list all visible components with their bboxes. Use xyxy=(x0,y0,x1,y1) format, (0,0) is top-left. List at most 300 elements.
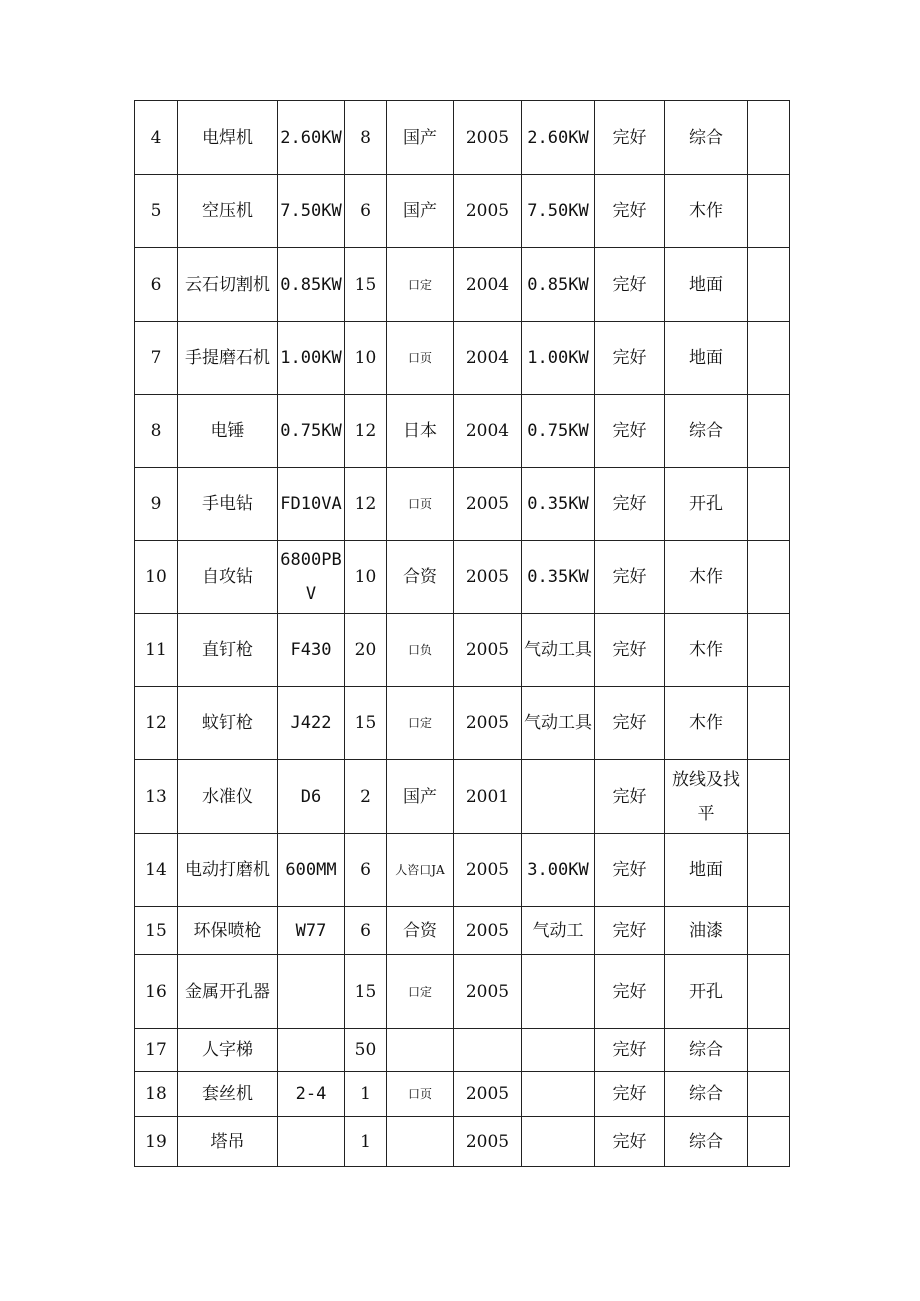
remark-cell xyxy=(748,175,790,248)
model-spec-cell-text: D6 xyxy=(300,786,322,807)
remark-cell xyxy=(748,101,790,175)
row-number-cell xyxy=(135,322,178,395)
year-cell xyxy=(454,248,522,322)
origin-cell xyxy=(387,907,454,955)
year-cell xyxy=(454,322,522,395)
row-number-cell-text: 19 xyxy=(145,1131,167,1152)
table-row xyxy=(135,614,790,687)
table-row xyxy=(135,101,790,175)
equipment-name-cell-text: 蚊钉枪 xyxy=(202,713,253,733)
table-row xyxy=(135,322,790,395)
row-number-cell-text: 5 xyxy=(150,201,162,221)
table-row xyxy=(135,955,790,1029)
usage-cell xyxy=(665,101,748,175)
power-cell xyxy=(522,907,595,955)
remark-cell xyxy=(748,322,790,395)
equipment-name-cell-text: 手提磨石机 xyxy=(185,348,270,368)
year-cell xyxy=(454,907,522,955)
quantity-cell xyxy=(345,395,387,468)
origin-cell xyxy=(387,468,454,541)
origin-cell xyxy=(387,955,454,1029)
table-row xyxy=(135,834,790,907)
equipment-name-cell-text: 自攻钻 xyxy=(202,567,253,587)
quantity-cell xyxy=(345,834,387,907)
equipment-name-cell-text: 云石切割机 xyxy=(185,274,270,295)
year-cell-text: 2001 xyxy=(465,786,510,807)
remark-cell xyxy=(748,468,790,541)
year-cell xyxy=(454,101,522,175)
status-cell xyxy=(595,322,665,395)
row-number-cell-text: 16 xyxy=(145,981,167,1002)
power-cell xyxy=(522,687,595,760)
power-cell xyxy=(522,175,595,248)
quantity-cell-text: 20 xyxy=(354,640,377,660)
year-cell-text: 2004 xyxy=(465,348,510,368)
quantity-cell-text: 2 xyxy=(360,786,371,807)
model-spec-cell-text: 2-4 xyxy=(295,1084,327,1104)
year-cell xyxy=(454,760,522,834)
origin-cell-text: 口定 xyxy=(407,716,432,730)
usage-cell xyxy=(665,687,748,760)
origin-cell-text: 口定 xyxy=(407,277,432,292)
table-row xyxy=(135,468,790,541)
usage-cell-text: 综合 xyxy=(689,1084,723,1104)
equipment-name-cell xyxy=(178,907,278,955)
year-cell-text: 2005 xyxy=(465,860,510,880)
usage-cell-text: 木作 xyxy=(689,201,723,221)
origin-cell-text: 口页 xyxy=(407,351,432,365)
quantity-cell-text: 6 xyxy=(360,860,371,880)
quantity-cell xyxy=(345,175,387,248)
power-cell-text: 0.85KW xyxy=(527,274,589,295)
equipment-name-cell-text: 环保喷枪 xyxy=(193,920,262,941)
equipment-name-cell xyxy=(178,955,278,1029)
usage-cell xyxy=(665,541,748,614)
origin-cell xyxy=(387,1072,454,1117)
origin-cell-text: 人咨口JA xyxy=(395,863,445,877)
year-cell-text: 2005 xyxy=(465,1131,510,1152)
row-number-cell xyxy=(135,614,178,687)
power-cell-text: 2.60KW xyxy=(527,127,589,148)
year-cell xyxy=(454,1029,522,1072)
remark-cell xyxy=(748,395,790,468)
power-cell xyxy=(522,468,595,541)
model-spec-cell xyxy=(278,101,345,175)
quantity-cell xyxy=(345,687,387,760)
origin-cell xyxy=(387,322,454,395)
usage-cell-text: 地面 xyxy=(689,348,723,368)
table-row xyxy=(135,1072,790,1117)
row-number-cell-text: 4 xyxy=(150,127,162,148)
year-cell-text: 2005 xyxy=(465,981,510,1002)
row-number-cell xyxy=(135,955,178,1029)
model-spec-cell-text: 6800PBV xyxy=(280,550,342,604)
equipment-name-cell xyxy=(178,468,278,541)
status-cell-text: 完好 xyxy=(612,1131,647,1152)
power-cell xyxy=(522,395,595,468)
quantity-cell-text: 12 xyxy=(354,421,377,441)
usage-cell-text: 综合 xyxy=(689,421,723,441)
row-number-cell xyxy=(135,468,178,541)
status-cell-text: 完好 xyxy=(612,860,647,880)
year-cell-text: 2005 xyxy=(465,567,510,587)
quantity-cell xyxy=(345,614,387,687)
year-cell xyxy=(454,614,522,687)
year-cell xyxy=(454,834,522,907)
power-cell-text: 0.35KW xyxy=(527,567,589,587)
status-cell-text: 完好 xyxy=(612,981,647,1002)
equipment-name-cell-text: 手电钻 xyxy=(202,494,253,514)
remark-cell xyxy=(748,760,790,834)
row-number-cell xyxy=(135,834,178,907)
table-row xyxy=(135,175,790,248)
row-number-cell-text: 14 xyxy=(145,860,167,880)
usage-cell-text: 木作 xyxy=(689,567,723,587)
status-cell xyxy=(595,907,665,955)
power-cell xyxy=(522,955,595,1029)
power-cell-text: 1.00KW xyxy=(527,348,589,368)
power-cell-text: 气动工具 xyxy=(524,713,592,733)
model-spec-cell-text: F430 xyxy=(290,640,332,660)
quantity-cell xyxy=(345,1072,387,1117)
table-row xyxy=(135,248,790,322)
power-cell-text: 3.00KW xyxy=(527,860,589,880)
power-cell-text: 气动工具 xyxy=(524,640,592,660)
year-cell xyxy=(454,955,522,1029)
usage-cell xyxy=(665,614,748,687)
power-cell xyxy=(522,1072,595,1117)
status-cell-text: 完好 xyxy=(612,421,647,441)
equipment-name-cell-text: 套丝机 xyxy=(202,1084,253,1104)
model-spec-cell xyxy=(278,955,345,1029)
quantity-cell xyxy=(345,1117,387,1167)
remark-cell xyxy=(748,541,790,614)
remark-cell xyxy=(748,1029,790,1072)
row-number-cell xyxy=(135,175,178,248)
origin-cell xyxy=(387,395,454,468)
model-spec-cell xyxy=(278,468,345,541)
status-cell xyxy=(595,101,665,175)
origin-cell xyxy=(387,248,454,322)
model-spec-cell xyxy=(278,175,345,248)
usage-cell-text: 综合 xyxy=(689,1040,723,1060)
model-spec-cell xyxy=(278,395,345,468)
year-cell-text: 2004 xyxy=(465,274,510,295)
model-spec-cell xyxy=(278,541,345,614)
model-spec-cell xyxy=(278,1072,345,1117)
status-cell xyxy=(595,1072,665,1117)
table-row xyxy=(135,1117,790,1167)
equipment-name-cell-text: 电锤 xyxy=(210,421,245,441)
power-cell xyxy=(522,614,595,687)
usage-cell xyxy=(665,322,748,395)
quantity-cell-text: 6 xyxy=(360,920,371,941)
power-cell-text: 气动工 xyxy=(532,920,584,941)
status-cell-text: 完好 xyxy=(612,640,647,660)
usage-cell-text: 放线及找平 xyxy=(672,769,740,824)
usage-cell xyxy=(665,907,748,955)
origin-cell xyxy=(387,541,454,614)
year-cell-text: 2005 xyxy=(465,1084,510,1104)
origin-cell-text: 国产 xyxy=(403,786,437,807)
year-cell xyxy=(454,468,522,541)
usage-cell xyxy=(665,248,748,322)
year-cell-text: 2005 xyxy=(465,713,510,733)
quantity-cell xyxy=(345,248,387,322)
quantity-cell-text: 12 xyxy=(354,494,377,514)
usage-cell xyxy=(665,175,748,248)
quantity-cell-text: 15 xyxy=(354,713,377,733)
power-cell xyxy=(522,834,595,907)
usage-cell-text: 综合 xyxy=(689,127,723,148)
model-spec-cell-text: 0.75KW xyxy=(280,421,342,441)
remark-cell xyxy=(748,248,790,322)
row-number-cell xyxy=(135,1072,178,1117)
status-cell-text: 完好 xyxy=(612,713,647,733)
model-spec-cell xyxy=(278,687,345,760)
usage-cell-text: 地面 xyxy=(689,274,723,295)
origin-cell xyxy=(387,760,454,834)
model-spec-cell-text: 1.00KW xyxy=(280,348,342,368)
table-row xyxy=(135,907,790,955)
table-row xyxy=(135,760,790,834)
remark-cell xyxy=(748,687,790,760)
status-cell-text: 完好 xyxy=(612,567,647,587)
year-cell xyxy=(454,1072,522,1117)
status-cell xyxy=(595,1117,665,1167)
equipment-name-cell xyxy=(178,395,278,468)
status-cell xyxy=(595,687,665,760)
usage-cell-text: 木作 xyxy=(689,713,723,733)
model-spec-cell-text: FD10VA xyxy=(280,494,342,514)
quantity-cell-text: 8 xyxy=(360,127,371,148)
origin-cell xyxy=(387,614,454,687)
row-number-cell-text: 15 xyxy=(145,920,167,941)
usage-cell-text: 木作 xyxy=(689,640,723,660)
model-spec-cell xyxy=(278,834,345,907)
usage-cell xyxy=(665,834,748,907)
usage-cell xyxy=(665,1072,748,1117)
origin-cell-text: 口页 xyxy=(407,497,432,511)
row-number-cell xyxy=(135,1029,178,1072)
year-cell-text: 2005 xyxy=(465,494,510,514)
quantity-cell-text: 1 xyxy=(360,1131,371,1152)
origin-cell-text: 口负 xyxy=(407,643,432,657)
year-cell xyxy=(454,541,522,614)
model-spec-cell xyxy=(278,614,345,687)
model-spec-cell xyxy=(278,1117,345,1167)
equipment-name-cell xyxy=(178,687,278,760)
status-cell-text: 完好 xyxy=(612,1084,647,1104)
usage-cell-text: 综合 xyxy=(689,1131,723,1152)
equipment-name-cell xyxy=(178,834,278,907)
quantity-cell xyxy=(345,541,387,614)
row-number-cell xyxy=(135,1117,178,1167)
quantity-cell xyxy=(345,322,387,395)
status-cell xyxy=(595,834,665,907)
equipment-name-cell xyxy=(178,248,278,322)
origin-cell-text: 口定 xyxy=(407,984,432,999)
status-cell-text: 完好 xyxy=(612,494,647,514)
model-spec-cell xyxy=(278,760,345,834)
usage-cell xyxy=(665,468,748,541)
year-cell-text: 2005 xyxy=(465,640,510,660)
year-cell xyxy=(454,175,522,248)
row-number-cell xyxy=(135,248,178,322)
equipment-name-cell xyxy=(178,322,278,395)
quantity-cell-text: 6 xyxy=(360,201,371,221)
usage-cell xyxy=(665,1117,748,1167)
year-cell xyxy=(454,1117,522,1167)
equipment-name-cell-text: 人字梯 xyxy=(202,1040,253,1060)
usage-cell-text: 开孔 xyxy=(689,981,723,1002)
model-spec-cell-text: 600MM xyxy=(285,860,337,880)
equipment-name-cell xyxy=(178,541,278,614)
status-cell-text: 完好 xyxy=(612,786,647,807)
model-spec-cell xyxy=(278,322,345,395)
status-cell-text: 完好 xyxy=(612,127,647,148)
status-cell-text: 完好 xyxy=(612,274,647,295)
model-spec-cell xyxy=(278,1029,345,1072)
row-number-cell-text: 13 xyxy=(145,786,167,807)
remark-cell xyxy=(748,1117,790,1167)
quantity-cell xyxy=(345,101,387,175)
model-spec-cell-text: 7.50KW xyxy=(280,201,342,221)
year-cell-text: 2004 xyxy=(465,421,510,441)
power-cell xyxy=(522,541,595,614)
status-cell xyxy=(595,248,665,322)
equipment-name-cell xyxy=(178,1029,278,1072)
table-row xyxy=(135,541,790,614)
quantity-cell-text: 10 xyxy=(354,348,377,368)
row-number-cell-text: 18 xyxy=(145,1084,167,1104)
equipment-name-cell xyxy=(178,101,278,175)
power-cell-text: 7.50KW xyxy=(527,201,589,221)
usage-cell-text: 开孔 xyxy=(689,494,723,514)
status-cell xyxy=(595,395,665,468)
origin-cell xyxy=(387,687,454,760)
table-row xyxy=(135,687,790,760)
equipment-name-cell-text: 塔吊 xyxy=(210,1131,245,1152)
remark-cell xyxy=(748,955,790,1029)
power-cell xyxy=(522,760,595,834)
equipment-name-cell-text: 空压机 xyxy=(202,201,253,221)
row-number-cell-text: 6 xyxy=(150,274,162,295)
table-row xyxy=(135,1029,790,1072)
year-cell-text: 2005 xyxy=(465,201,510,221)
quantity-cell-text: 15 xyxy=(354,981,377,1002)
equipment-name-cell-text: 金属开孔器 xyxy=(185,981,270,1002)
year-cell xyxy=(454,395,522,468)
quantity-cell xyxy=(345,468,387,541)
table-row xyxy=(135,395,790,468)
status-cell-text: 完好 xyxy=(612,1040,647,1060)
power-cell xyxy=(522,1029,595,1072)
status-cell-text: 完好 xyxy=(612,201,647,221)
usage-cell xyxy=(665,395,748,468)
origin-cell-text: 合资 xyxy=(403,567,437,587)
equipment-name-cell-text: 水准仪 xyxy=(202,786,253,807)
row-number-cell-text: 17 xyxy=(145,1040,167,1060)
model-spec-cell-text: J422 xyxy=(290,713,332,733)
status-cell xyxy=(595,175,665,248)
status-cell xyxy=(595,760,665,834)
remark-cell xyxy=(748,614,790,687)
status-cell xyxy=(595,614,665,687)
row-number-cell xyxy=(135,687,178,760)
origin-cell-text: 口页 xyxy=(407,1087,432,1101)
year-cell-text: 2005 xyxy=(465,920,510,941)
row-number-cell xyxy=(135,760,178,834)
power-cell xyxy=(522,248,595,322)
origin-cell xyxy=(387,1117,454,1167)
power-cell xyxy=(522,322,595,395)
usage-cell-text: 地面 xyxy=(689,860,723,880)
row-number-cell-text: 12 xyxy=(145,713,167,733)
row-number-cell xyxy=(135,907,178,955)
usage-cell xyxy=(665,955,748,1029)
row-number-cell xyxy=(135,395,178,468)
model-spec-cell xyxy=(278,248,345,322)
model-spec-cell xyxy=(278,907,345,955)
origin-cell-text: 国产 xyxy=(403,201,437,221)
usage-cell-text: 油漆 xyxy=(689,920,723,941)
remark-cell xyxy=(748,907,790,955)
quantity-cell-text: 1 xyxy=(360,1084,371,1104)
status-cell xyxy=(595,1029,665,1072)
quantity-cell xyxy=(345,760,387,834)
row-number-cell xyxy=(135,101,178,175)
status-cell xyxy=(595,468,665,541)
origin-cell-text: 日本 xyxy=(403,421,437,441)
power-cell xyxy=(522,101,595,175)
quantity-cell xyxy=(345,907,387,955)
row-number-cell-text: 10 xyxy=(145,567,167,587)
equipment-name-cell xyxy=(178,1117,278,1167)
usage-cell xyxy=(665,760,748,834)
equipment-name-cell xyxy=(178,175,278,248)
origin-cell-text: 合资 xyxy=(403,920,437,941)
equipment-name-cell xyxy=(178,760,278,834)
status-cell xyxy=(595,955,665,1029)
quantity-cell-text: 50 xyxy=(354,1040,377,1060)
quantity-cell xyxy=(345,1029,387,1072)
row-number-cell-text: 7 xyxy=(150,348,162,368)
equipment-name-cell-text: 电动打磨机 xyxy=(185,860,270,880)
model-spec-cell-text: W77 xyxy=(295,920,327,941)
usage-cell xyxy=(665,1029,748,1072)
row-number-cell-text: 11 xyxy=(145,640,167,660)
origin-cell xyxy=(387,101,454,175)
origin-cell xyxy=(387,175,454,248)
equipment-name-cell-text: 电焊机 xyxy=(202,127,253,148)
equipment-name-cell xyxy=(178,614,278,687)
remark-cell xyxy=(748,1072,790,1117)
origin-cell-text: 国产 xyxy=(403,127,437,148)
quantity-cell-text: 15 xyxy=(354,274,377,295)
model-spec-cell-text: 0.85KW xyxy=(280,274,342,295)
equipment-table xyxy=(134,100,790,1167)
quantity-cell-text: 10 xyxy=(354,567,377,587)
model-spec-cell-text: 2.60KW xyxy=(280,127,342,148)
row-number-cell-text: 8 xyxy=(150,421,162,441)
equipment-name-cell xyxy=(178,1072,278,1117)
origin-cell xyxy=(387,1029,454,1072)
year-cell-text: 2005 xyxy=(465,127,510,148)
remark-cell xyxy=(748,834,790,907)
quantity-cell xyxy=(345,955,387,1029)
status-cell-text: 完好 xyxy=(612,348,647,368)
